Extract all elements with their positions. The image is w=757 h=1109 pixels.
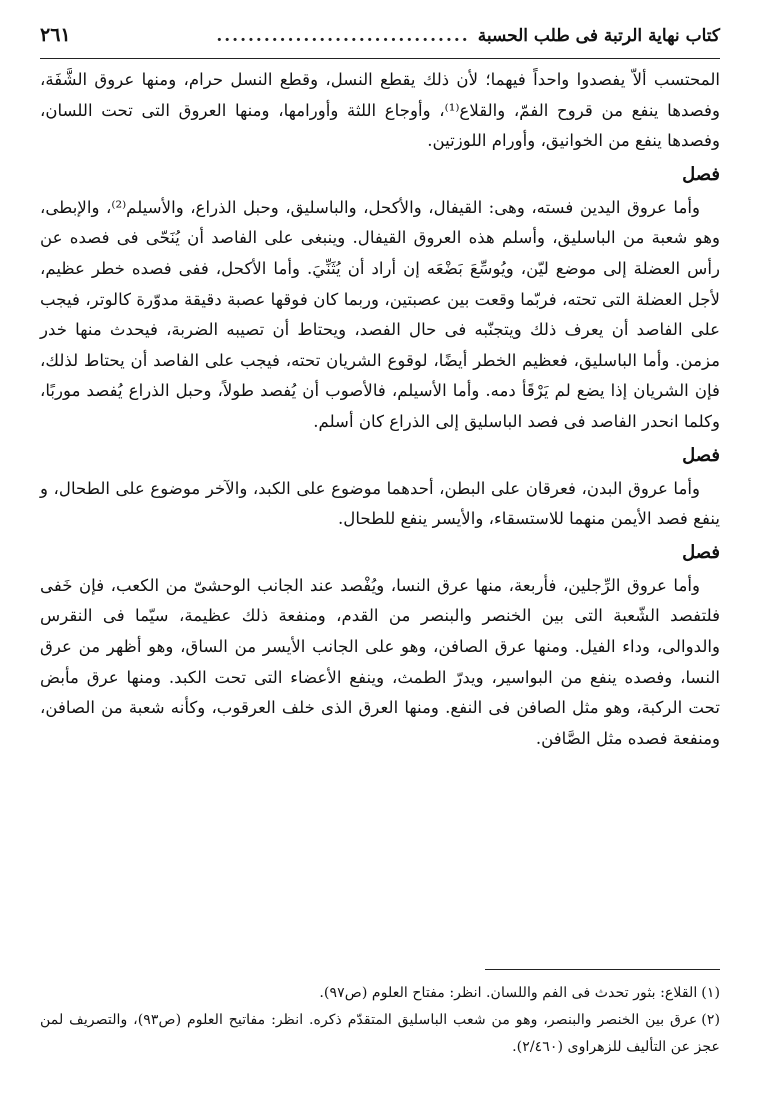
footnote-divider <box>485 969 720 970</box>
footnote-text: عرق بين الخنصر والبنصر، وهو من شعب الباسليق المتقدّم ذكره. انظر: مفاتيح العلوم (ص٩٣)، والتصريف لمن عجز عن التأليف للزهراوى (٢/٤٦٠). <box>40 1012 720 1055</box>
paragraph-body-veins: وأما عروق البدن، فعرقان على البطن، أحدهما موضوع على الكبد، والآخر موضوع على الطحال، و ينفع فصد الأيمن منهما للاستسقاء، والأيسر ينفع للطحال. <box>40 478 720 529</box>
page-number: ٢٦١ <box>40 24 71 46</box>
section-heading: فصل <box>682 163 720 185</box>
running-head <box>40 24 720 59</box>
footnotes <box>40 969 720 1061</box>
section-heading: فصل <box>682 444 720 466</box>
book-page <box>40 24 720 1094</box>
footnote-text: القلاع: بثور تحدث فى الفم واللسان. انظر: مفتاح العلوم (ص٩٧). <box>319 985 698 1001</box>
footnote <box>40 1007 720 1061</box>
paragraph-leg-veins: وأما عروق الرِّجلين، فأربعة، منها عرق النسا، ويُفْصد عند الجانب الوحشىّ من الكعب، فإن خَفى فلتفصد الشّعبة التى بين الخنصر والبنصر من القدم، ومنفعة ذلك عظيمة، سيّما فى النقرس والدوالى، وداء الفيل. ومنها عرق الصافن، وهو على الجانب الأيسر من الساق، وهو أظهر من عرق النسا، وفصده ينفع من البواسير، ويدرّ الطمث، وينفع الأعضاء التى تحت الكبد. ومنها عرق مأبض تحت الركبة، وهو مثل الصافن فى النفع. ومنها العرق الذى خلف العرقوب، وكأنه شعبة من الصافن، ومنفعة فصده مثل الصَّافن. <box>40 575 720 748</box>
main-text <box>40 65 720 754</box>
footnote-label: (١) <box>701 985 720 1001</box>
leader-dots: ................................ <box>216 26 470 46</box>
section-heading: فصل <box>682 541 720 563</box>
paragraph-continuation: المحتسب ألاّ يفصدوا واحداً فيهما؛ لأن ذلك يقطع النسل، وقطع النسل حرام، ومنها عروق الشَّفَة، وفصدها ينفع من قروح الفمّ، والقلاع⁽¹⁾، وأوجاع اللثة وأورامها، ومنها العروق التى تحت اللسان، وفصدها ينفع من الخوانيق، وأورام اللوزتين. <box>40 70 720 151</box>
footnote-label: (٢) <box>701 1012 720 1028</box>
book-title: كتاب نهاية الرتبة فى طلب الحسبة <box>477 26 720 46</box>
footnote <box>40 980 720 1007</box>
paragraph-arm-veins: وأما عروق اليدين فسته، وهى: القيفال، والأكحل، والباسليق، وحبل الذراع، والأسيلم⁽²⁾، والإبطى، وهو شعبة من الباسليق، وأسلم هذه العروق القيفال. وينبغى على الفاصد أن يُنَحّى فى فصده عن رأس العضلة إلى موضع ليّن، ويُوسِّعَ بَضْعَه إن أراد أن يُثَنِّيَ. وأما الأكحل، ففى فصده خطر عظيم، لأجل العضلة التى تحته، فربّما وقعت بين عصبتين، وربما كان فوقها عصبة دقيقة مدوّرة كالوتر، فيجب على الفاصد أن يعرف ذلك ويتجنّبه فى حال الفصد، ويحتاط أن تصيبه الضربة، فيحدث منها خدر مزمن. وأما الباسليق، فعظيم الخطر أيضًا، لوقوع الشريان تحته، فيجب على الفاصد أن يحتاط لذلك، فإن الشريان إذا يضع لم يَرْقَأ دمه. وأما الأسيلم، فالأصوب أن يُفصد طولاً، وحبل الذراع يُفصد موربًا، وكلما انحدر الفاصد فى فصد الباسليق إلى الذراع كان أسلم. <box>40 197 720 431</box>
